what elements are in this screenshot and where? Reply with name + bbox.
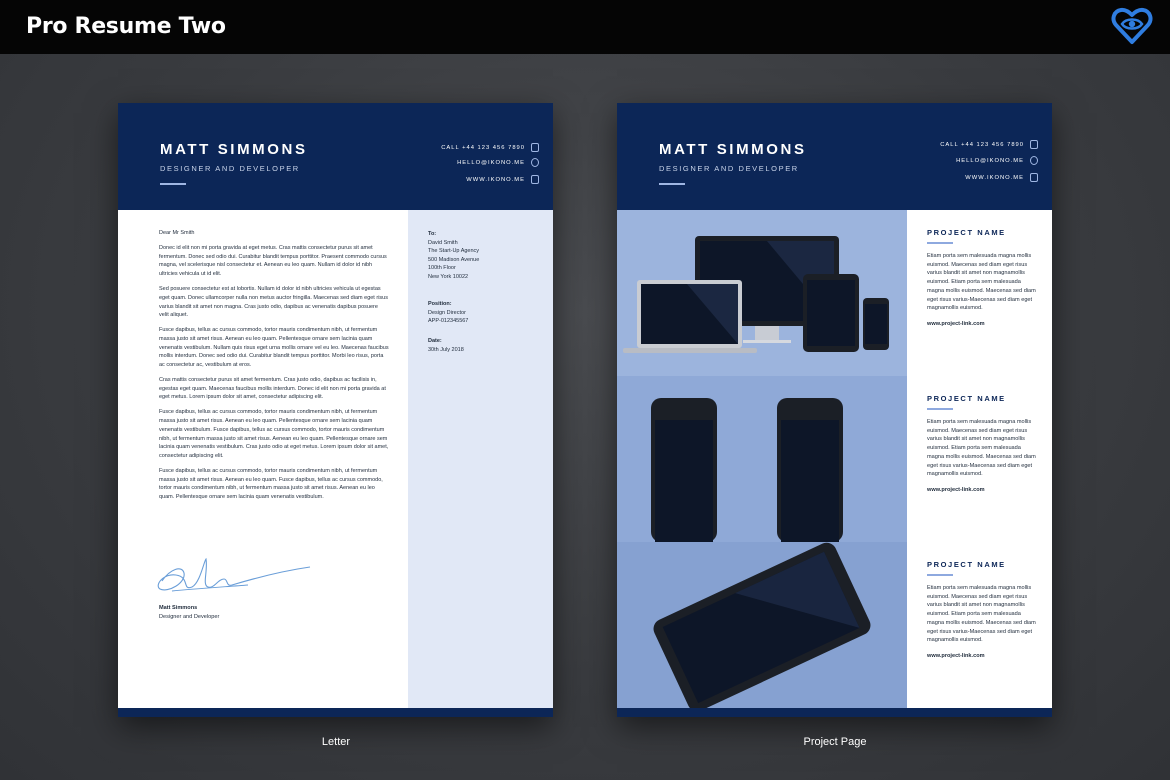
project-name: PROJECT NAME (927, 560, 1006, 569)
web-text: WWW.IKONO.ME (965, 174, 1024, 181)
letter-body (159, 229, 389, 508)
letter-greeting: Dear Mr Smith (159, 230, 195, 236)
project-link[interactable]: www.project-link.com (927, 320, 985, 327)
at-icon (531, 158, 539, 167)
project-link[interactable]: www.project-link.com (927, 652, 985, 659)
at-icon (1030, 156, 1038, 165)
contact-web (466, 175, 539, 184)
phones-mockup-image (617, 376, 907, 542)
signature-scribble (152, 551, 312, 601)
position-line: Design Director (428, 309, 466, 316)
to-line: 100th Floor (428, 265, 456, 272)
project-name: PROJECT NAME (927, 394, 1006, 403)
project-block (927, 228, 1037, 327)
resume-name: MATT SIMMONS (160, 141, 308, 158)
to-line: The Start-Up Agency (428, 248, 480, 255)
phone-text: CALL +44 123 456 7890 (940, 141, 1024, 148)
laptop-icon (1030, 173, 1038, 182)
footer-bar (118, 708, 553, 717)
email-text: HELLO@IKONO.ME (457, 159, 525, 166)
project-rule (927, 574, 953, 576)
contact-phone (940, 140, 1038, 149)
header-rule (659, 183, 685, 185)
contact-web (965, 173, 1038, 182)
resume-role: DESIGNER AND DEVELOPER (160, 164, 300, 173)
project-description: Etiam porta sem malesuada magna mollis euismod. Maecenas sed diam eget risus varius blandit sit amet non magnamollis euismod. Etiam porta sem malesuada magna mollis euismod. Maecenas sed diam eget risus varius-Maecenas sed diam eget magnamollis euismod. (927, 419, 1036, 478)
project-rule (927, 242, 953, 244)
signature-role: Designer and Developer (159, 614, 220, 620)
tablet-illustration (617, 542, 907, 708)
project-name: PROJECT NAME (927, 228, 1006, 237)
project-rule (927, 408, 953, 410)
position-line: APP-012345567 (428, 318, 469, 325)
to-line: 500 Madison Avenue (428, 256, 480, 263)
project-description: Etiam porta sem malesuada magna mollis euismod. Maecenas sed diam eget risus varius blandit sit amet non magnamollis euismod. Etiam porta sem malesuada magna mollis euismod. Maecenas sed diam eget risus varius-Maecenas sed diam eget magnamollis euismod. (927, 253, 1036, 312)
to-label: To: (428, 231, 437, 237)
letter-paragraph: Fusce dapibus, tellus ac cursus commodo, tortor mauris condimentum nibh, ut fermentum massa justo sit amet risus. Aenean eu leo quam. Fusce dapibus, tellus ac cursus commodo, tortor mauris condimentum nibh, ut fermentum massa justo sit amet risus. Aenean eu leo quam. Pellentesque ornare sem lacinia quam venenatis vestibulum. (159, 467, 383, 501)
letter-paragraph: Fusce dapibus, tellus ac cursus commodo, tortor mauris condimentum nibh, ut fermentum massa justo sit amet risus. Aenean eu leo quam. Pellentesque ornare sem lacinia quam venenatis vestibulum. Nullam quis risus eget urna mollis ornare vel eu leo. Maecenas faucibus mollis interdum. Donec sed odio dui. Curabitur blandit tempus porttitor. Morbi leo risus, porta ac consectetur ac, vestibulum at eros. (159, 327, 389, 369)
resume-role: DESIGNER AND DEVELOPER (659, 164, 799, 173)
resume-header (617, 103, 1052, 210)
web-text: WWW.IKONO.ME (466, 176, 525, 183)
laptop-icon (531, 175, 539, 184)
position-label: Position: (428, 301, 452, 307)
contact-phone (441, 143, 539, 152)
project-description: Etiam porta sem malesuada magna mollis euismod. Maecenas sed diam eget risus varius blandit sit amet non magnamollis euismod. Etiam porta sem malesuada magna mollis euismod. Maecenas sed diam eget risus varius-Maecenas sed diam eget magnamollis euismod. (927, 585, 1036, 644)
letter-paragraph: Fusce dapibus, tellus ac cursus commodo, tortor mauris condimentum nibh, ut fermentum massa justo sit amet risus. Aenean eu leo quam. Pellentesque ornare sem lacinia quam venenatis vestibulum. Fusce dapibus, tellus ac cursus commodo, tortor mauris condimentum nibh, ut fermentum massa justo sit amet risus. Aenean eu leo quam. Pellentesque ornare sem lacinia quam venenatis vestibulum. Cras justo odio at eget metus. Lorem ipsum dolor sit amet, consectetur adipiscing elit. (159, 409, 389, 459)
date-value: 30th July 2018 (428, 346, 464, 353)
position-block (428, 300, 468, 326)
contact-email (457, 158, 539, 167)
heart-eye-logo-icon (1110, 6, 1154, 46)
devices-mockup-image (617, 210, 907, 376)
project-block (927, 560, 1037, 659)
phone-icon (1030, 140, 1038, 149)
letter-paragraph: Cras mattis consectetur purus sit amet fermentum. Cras justo odio, dapibus ac facilisis in, egestas eget quam. Maecenas faucibus mollis interdum. Donec id elit non mi porta gravida at eget metus. Lorem ipsum dolor sit amet, consectetur adipiscing elit. (159, 377, 386, 401)
date-label: Date: (428, 338, 442, 344)
to-line: David Smith (428, 239, 458, 246)
project-link[interactable]: www.project-link.com (927, 486, 985, 493)
resume-name: MATT SIMMONS (659, 141, 807, 158)
app-title: Pro Resume Two (26, 14, 226, 39)
letter-paragraph: Sed posuere consectetur est at lobortis. Nullam id dolor id nibh ultricies vehicula ut egestas eget quam. Donec ullamcorper nulla non metus auctor fringilla. Maecenas sed diam eget risus varius blandit sit amet non magna. Cras justo odio, dapibus ac venenatis dapibus posuere velit aliquet. (159, 286, 388, 319)
project-page (617, 103, 1052, 717)
phones-illustration (617, 376, 907, 542)
date-block (428, 337, 464, 354)
letter-sidebar (408, 210, 553, 708)
letter-paragraph: Donec id elit non mi porta gravida at eget metus. Cras mattis consectetur purus sit amet fermentum. Donec sed odio dui. Curabitur blandit tempus porttitor. Praesent commodo cursus magna, vel scelerisque nisl consectetur et. Aenean eu leo quam. Nullam id dolor id nibh ultricies vehicula ut id elit. (159, 245, 387, 278)
phone-icon (531, 143, 539, 152)
caption-project-page: Project Page (803, 736, 867, 748)
footer-bar (617, 708, 1052, 717)
contact-email (956, 156, 1038, 165)
to-line: New York 10022 (428, 273, 469, 280)
project-block (927, 394, 1037, 493)
phone-text: CALL +44 123 456 7890 (441, 144, 525, 151)
header-rule (160, 183, 186, 185)
letter-page (118, 103, 553, 717)
tablet-mockup-image (617, 542, 907, 708)
top-bar (0, 0, 1170, 54)
devices-illustration (617, 210, 907, 376)
recipient-block (428, 230, 479, 282)
caption-letter: Letter (321, 736, 351, 748)
email-text: HELLO@IKONO.ME (956, 157, 1024, 164)
resume-header (118, 103, 553, 210)
signature-name: Matt Simmons (159, 605, 198, 611)
